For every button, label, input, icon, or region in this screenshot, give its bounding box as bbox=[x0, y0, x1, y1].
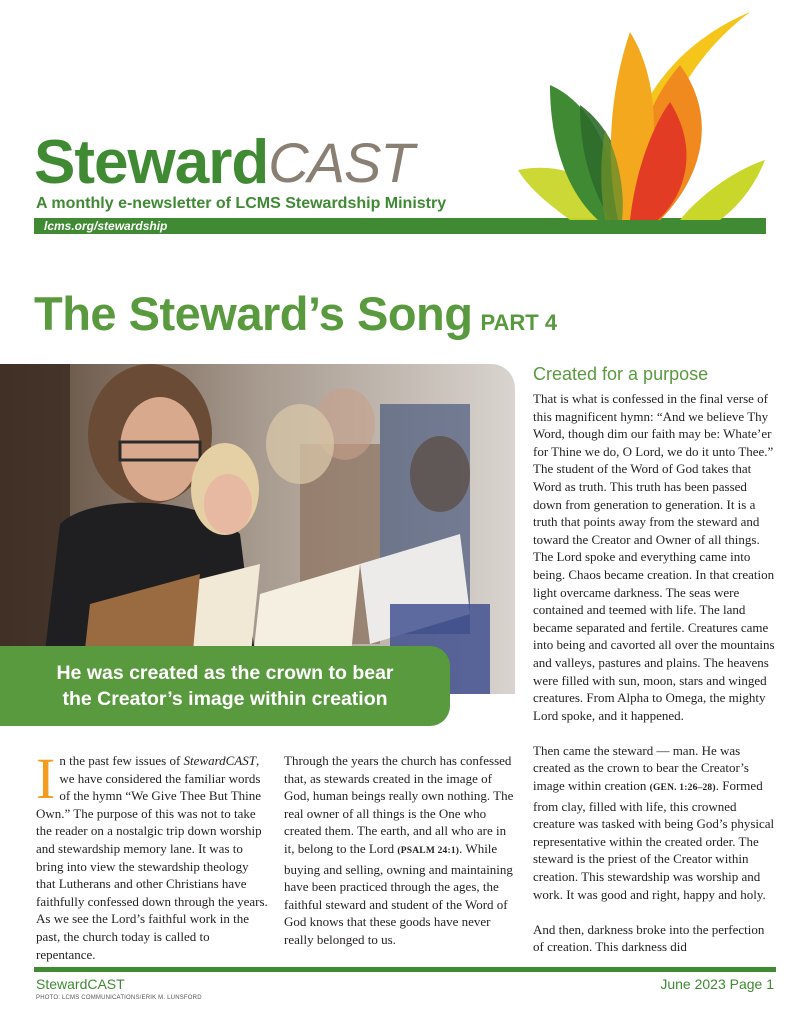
masthead-tagline: A monthly e-newsletter of LCMS Stewardship Ministry bbox=[36, 195, 447, 212]
col1-paragraph bbox=[36, 746, 268, 963]
flame-logo-icon bbox=[510, 10, 770, 222]
body-column-3 bbox=[533, 390, 775, 956]
choir-photo bbox=[0, 364, 515, 694]
footer-publication: StewardCAST bbox=[36, 976, 125, 992]
masthead-title-light: CAST bbox=[268, 131, 414, 194]
drop-cap: I bbox=[36, 746, 56, 811]
col2-paragraph bbox=[284, 752, 516, 949]
masthead-url-link[interactable]: lcms.org/stewardship bbox=[44, 219, 168, 233]
col2-text-b: . While buying and selling, owning and maintaining have been practiced through the ages, the faithful steward and student of the Word of God knows that these goods have never really belonged to us. bbox=[284, 840, 513, 947]
col3-paragraph-2 bbox=[533, 742, 775, 903]
article-headline bbox=[34, 286, 557, 341]
col3-paragraph-3: And then, darkness broke into the perfection of creation. This darkness did bbox=[533, 921, 765, 955]
col1-text-em: StewardCAST bbox=[183, 753, 257, 768]
col1-text-a: n the past few issues of bbox=[59, 753, 184, 768]
photo-credit: PHOTO: LCMS COMMUNICATIONS/ERIK M. LUNSFORD bbox=[36, 995, 202, 1001]
body-column-2 bbox=[284, 752, 516, 949]
pull-quote bbox=[0, 646, 450, 726]
masthead-title-bold: Steward bbox=[34, 128, 269, 197]
section-subhead: Created for a purpose bbox=[533, 364, 709, 384]
col3-paragraph-1: That is what is confessed in the final verse of this magnificent hymn: “And we believe Thy Word, though dim our faith may be: Whate’er for Thine we do, O Lord, we do it unto Thee.” The student of the Word of God takes that Word as truth. This truth has been passed down from generation to generation. It is a truth that points away from the steward and toward the Creator and Owner of all things. The Lord spoke and everything came into being. Chaos became creation. In that creation light overcame darkness. The seas were contained and teemed with life. The land became separated and fertile. Creatures came into being and cavorted all over the mountains and valleys, pastures and plains. The heavens were filled with sun, moon, stars and winged creatures. From Alpha to Omega, the mighty Lord spoke, and it happened. bbox=[533, 391, 775, 723]
col3-text-b: . Formed from clay, filled with life, this crowned creature was tasked with being God’s physical representative within the created order. The steward is the priest of the Creator within creation. This stewardship was worship and work. It was good and right, happy and holy. bbox=[533, 778, 775, 902]
col3-reference: (GEN. 1:26–28) bbox=[649, 783, 716, 794]
col2-reference: (PSALM 24:1) bbox=[397, 845, 460, 856]
footer-date-page: June 2023 Page 1 bbox=[660, 976, 774, 992]
col1-text-b: , we have considered the familiar words of the hymn “We Give Thee But Thine Own.” The purpose of this was not to take the reader on a nostalgic trip down worship and stewardship memory lane. It was to bring into view the stewardship theology that Lutherans and other Christians have faithfully confessed down through the years. As we see the Lord’s faithful work in the past, the church today is called to repentance. bbox=[36, 753, 268, 962]
body-column-1 bbox=[36, 746, 268, 963]
headline-part: PART 4 bbox=[480, 310, 558, 335]
pull-quote-line-1: He was created as the crown to bear bbox=[56, 662, 394, 684]
col3-text-a: Then came the steward — man. He was created as the crown to bear the Creator’s image within creation bbox=[533, 742, 749, 794]
pull-quote-line-2: the Creator’s image within creation bbox=[62, 688, 388, 710]
footer-bar bbox=[34, 967, 776, 972]
col2-text-a: Through the years the church has confessed that, as stewards created in the image of God, human beings really own nothing. The real owner of all things is the One who created them. The earth, and all who are in it, belong to the Lord bbox=[284, 753, 514, 856]
headline-main: The Steward’s Song bbox=[34, 287, 473, 340]
masthead-title bbox=[34, 118, 414, 197]
